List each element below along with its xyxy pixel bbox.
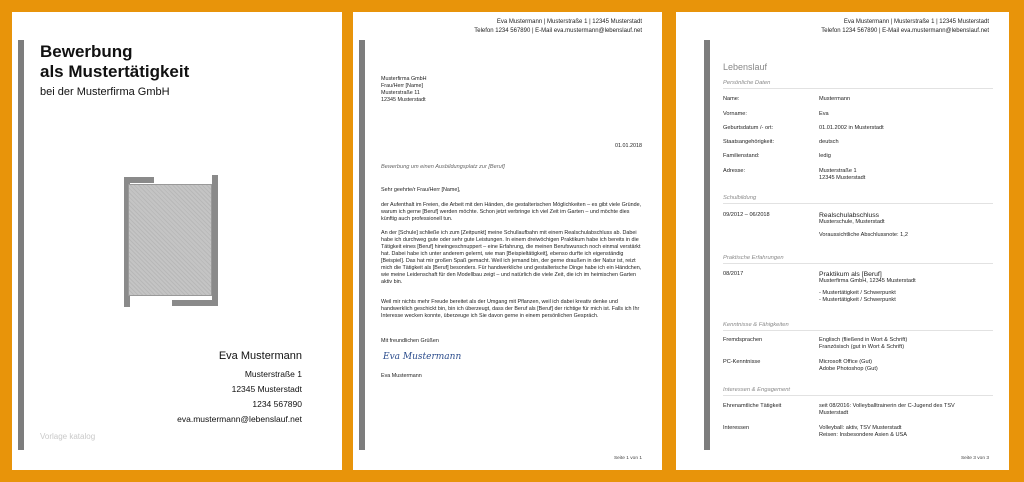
row-value: 01.01.2002 in Musterstadt — [819, 125, 884, 131]
page-number: Seite 3 von 3 — [960, 456, 989, 461]
signature: Eva Mustermann — [383, 352, 462, 362]
address-line: Musterstraße 1 — [819, 168, 857, 174]
cover-title — [40, 42, 189, 82]
school-name: Musterschule, Musterstadt — [819, 219, 885, 225]
letter-paragraph-3: Weil mir nichts mehr Freude bereitet als der Umgang mit Pflanzen, weil ich dabei kreativ denke und handwerklich geschickt bin, bin ich überzeugt, dass der Beruf als [Beruf] der richtige für mich ist. Falls ich Ihr Interesse wecken konnte, überzeuge ich Sie davon gerne in einem persönlichen Gespräch. — [381, 299, 640, 319]
row-key: Fremdsprachen — [723, 337, 763, 343]
photo-frame-bottom — [172, 300, 218, 306]
row-value: Eva — [819, 111, 829, 117]
recipient-address — [381, 76, 643, 104]
row-key: Interessen — [723, 425, 750, 431]
cv-page — [676, 12, 1009, 470]
recipient-line: Musterfirma GmbH — [381, 76, 427, 82]
section-practice: Praktische Erfahrungen — [723, 255, 993, 264]
cover-street: Musterstraße 1 — [244, 369, 302, 379]
school-degree: Realschulabschluss — [819, 212, 880, 219]
recipient-line: Musterstraße 11 — [381, 90, 420, 96]
row-value — [819, 337, 994, 351]
interest-item: Reisen: Insbesondere Asien & USA — [819, 432, 907, 438]
section-skills: Kenntnisse & Fähigkeiten — [723, 322, 993, 331]
volunteer-line: seit 08/2016: Volleyballtrainerin der C-Jugend des TSV — [819, 403, 955, 409]
letter-side-bar — [359, 40, 365, 450]
row-value — [819, 425, 994, 439]
cover-phone: 1234 567890 — [252, 399, 302, 409]
row-key: Familienstand: — [723, 153, 760, 159]
language-item: Englisch (fließend in Wort & Schrift) — [819, 337, 908, 343]
letter-salutation: Sehr geehrte/r Frau/Herr [Name], — [381, 187, 461, 193]
cv-title: Lebenslauf — [723, 62, 768, 72]
address-line: 12345 Musterstadt — [819, 175, 866, 181]
row-value — [819, 271, 994, 304]
row-value — [819, 168, 994, 182]
section-school: Schulbildung — [723, 195, 993, 204]
row-key: Ehrenamtliche Tätigkeit — [723, 403, 782, 409]
volunteer-line: Musterstadt — [819, 410, 849, 416]
cover-subtitle: bei der Musterfirma GmbH — [40, 86, 170, 98]
letter-subject: Bewerbung um einen Ausbildungsplatz zur [Beruf] — [381, 164, 505, 170]
watermark: Vorlage katalog — [40, 432, 96, 441]
letter-paragraph-2: An der [Schule] schließe ich zum [Zeitpunkt] meine Schullaufbahn mit einem Realschulabschluss ab. Dabei habe ich durchweg gute oder sehr gute Leistungen. In einem dreiwöchigen Praktikum habe ich bereits in die Tätigkeit eines [Beruf] hineingeschnuppert – eine Erfahrung, die meinen Berufswunsch noch einmal verstärkt hat. Dabei habe ich unter anderem gelernt, wie man [Beispieltätigkeit], ebenso durfte ich eigenständig [Beispiel]. Das hat mir großen Spaß gemacht. Weil ich jemand bin, der gerne draußen in der Natur ist, reizt mich die Tätigkeit als [Beruf] besonders. Für handwerkliche und gestalterische Dinge habe ich ein Händchen, wie meine Leidenschaft für den Modellbau zeigt – und natürlich die viele Zeit, die ich im heimischen Garten aktiv bin. — [381, 230, 642, 285]
section-personal: Persönliche Daten — [723, 80, 993, 89]
signed-name: Eva Mustermann — [381, 373, 422, 379]
letter-header — [474, 18, 642, 36]
cover-city: 12345 Musterstadt — [231, 384, 302, 394]
header-line1: Eva Mustermann | Musterstraße 1 | 12345 Musterstadt — [843, 19, 989, 25]
photo-frame-top — [124, 177, 154, 183]
interest-item: Volleyball: aktiv, TSV Musterstadt — [819, 425, 902, 431]
recipient-line: 12345 Musterstadt — [381, 97, 426, 103]
row-value — [819, 403, 994, 417]
recipient-line: Frau/Herr [Name] — [381, 83, 423, 89]
letter-date: 01.01.2018 — [615, 143, 642, 149]
row-key: Geburtsdatum /- ort: — [723, 125, 774, 131]
header-line1: Eva Mustermann | Musterstraße 1 | 12345 Musterstadt — [496, 19, 642, 25]
row-value — [819, 359, 994, 373]
letter-paragraph-1: der Aufenthalt im Freien, die Arbeit mit den Händen, die gestalterischen Möglichkeiten – es gibt viele Gründe, warum ich gerne [Beruf] werden möchte. Schon jetzt verbringe ich viel Zeit im Garten – und möchte dies künftig auch professionell tun. — [381, 202, 642, 222]
section-interests: Interessen & Engagement — [723, 387, 993, 396]
row-key: Adresse: — [723, 168, 746, 174]
row-value: Mustermann — [819, 96, 851, 102]
internship-title: Praktikum als [Beruf] — [819, 271, 882, 278]
header-line2: Telefon 1234 567890 | E-Mail eva.mustermann@lebenslauf.net — [474, 28, 642, 34]
row-key: 08/2017 — [723, 271, 744, 277]
header-line2: Telefon 1234 567890 | E-Mail eva.mustermann@lebenslauf.net — [821, 28, 989, 34]
cover-page — [12, 12, 342, 470]
cover-contact — [177, 349, 302, 427]
row-value: ledig — [819, 153, 831, 159]
cover-side-bar — [18, 40, 24, 450]
pc-item: Adobe Photoshop (Gut) — [819, 366, 878, 372]
row-key: PC-Kenntnisse — [723, 359, 761, 365]
row-value — [819, 212, 994, 239]
row-key: Staatsangehörigkeit: — [723, 139, 774, 145]
row-value: deutsch — [819, 139, 839, 145]
pc-item: Microsoft Office (Gut) — [819, 359, 873, 365]
letter-page — [353, 12, 662, 470]
photo-placeholder — [128, 184, 212, 296]
page-number: Seite 1 von 1 — [613, 456, 642, 461]
row-key: 09/2012 – 06/2018 — [723, 212, 770, 218]
row-key: Name: — [723, 96, 740, 102]
cover-title-line2: als Mustertätigkeit — [40, 62, 190, 81]
internship-bullet: - Mustertätigkeit / Schwerpunkt — [819, 290, 896, 296]
row-key: Vorname: — [723, 111, 747, 117]
cv-side-bar — [704, 40, 710, 450]
school-grade: Voraussichtliche Abschlussnote: 1,2 — [819, 232, 908, 238]
cover-name: Eva Mustermann — [218, 350, 302, 362]
cover-email: eva.mustermann@lebenslauf.net — [177, 414, 302, 424]
cover-title-line1: Bewerbung — [40, 42, 133, 61]
language-item: Französisch (gut in Wort & Schrift) — [819, 344, 905, 350]
internship-bullet: - Mustertätigkeit / Schwerpunkt — [819, 297, 896, 303]
photo-frame-right — [212, 175, 218, 305]
internship-company: Musterfirma GmbH, 12345 Musterstadt — [819, 278, 916, 284]
cv-header — [821, 18, 989, 36]
letter-closing: Mit freundlichen Grüßen — [381, 338, 439, 344]
